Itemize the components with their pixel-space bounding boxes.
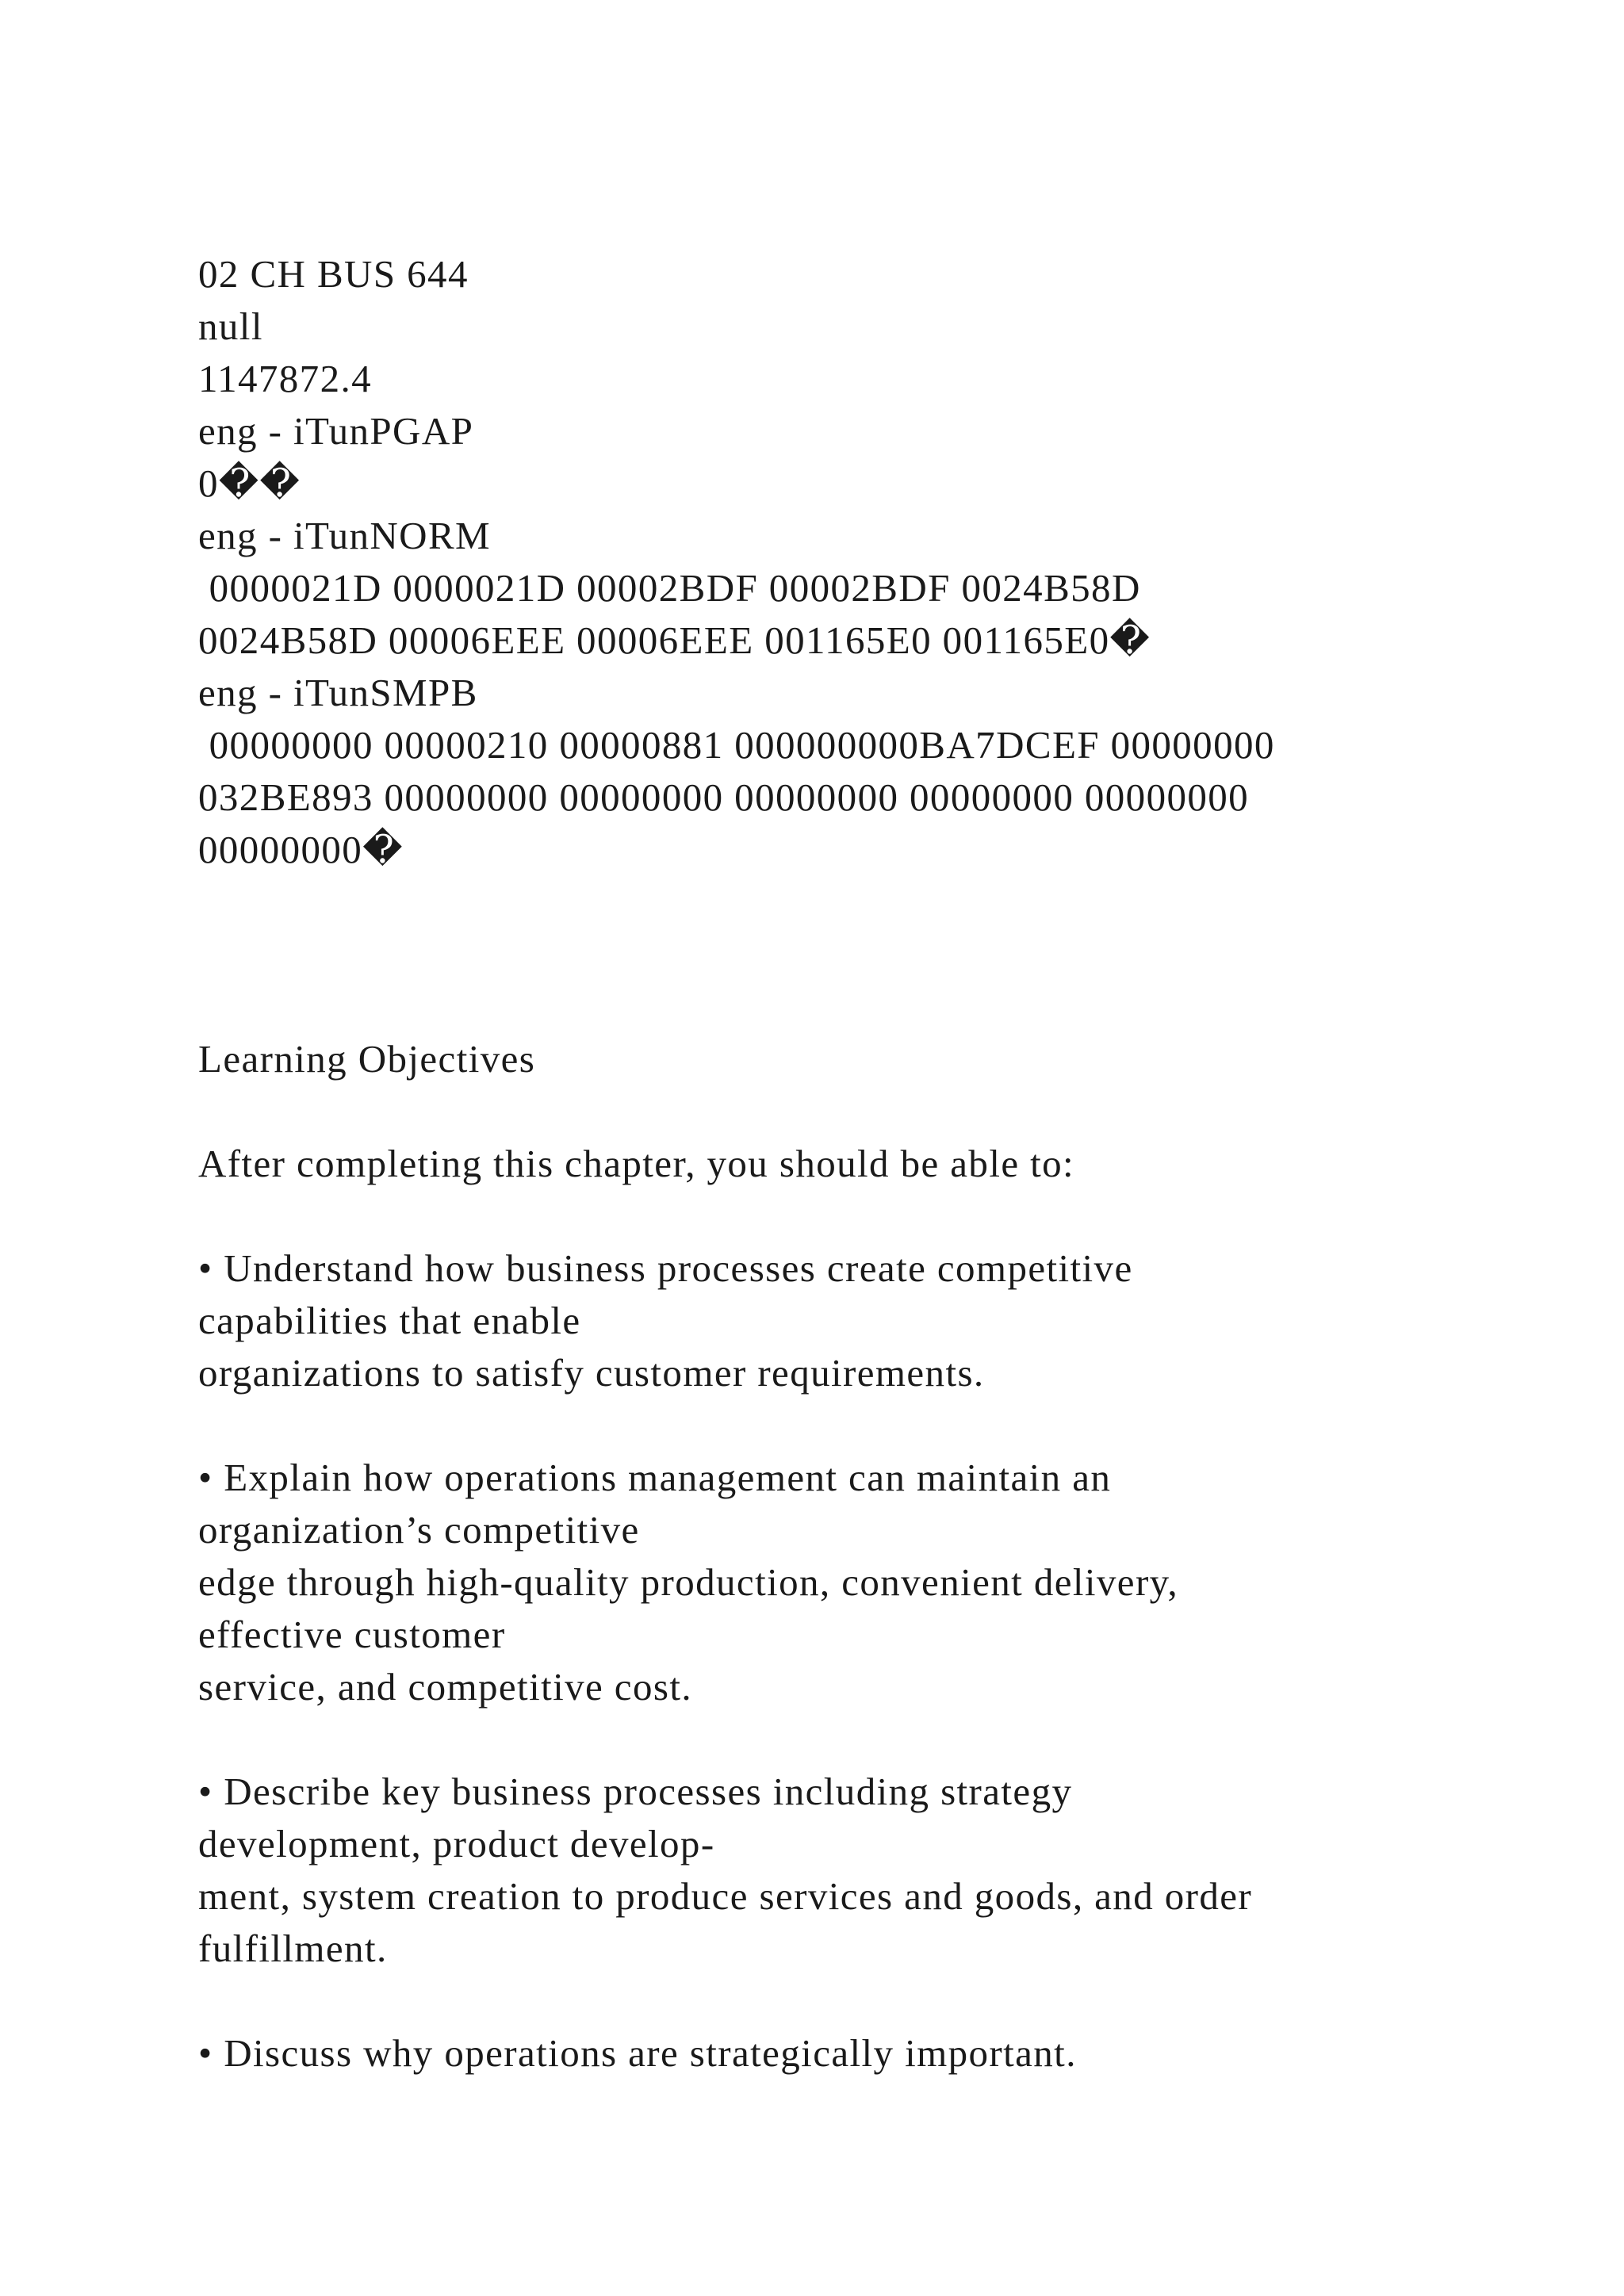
- intro-text: After completing this chapter, you should be able to:: [198, 1142, 1075, 1185]
- header-line: 0024B58D 00006EEE 00006EEE 001165E0 001165E0�: [198, 618, 1151, 662]
- spacer: [198, 928, 1483, 981]
- header-line: eng - iTunNORM: [198, 514, 492, 557]
- objective-line: capabilities that enable: [198, 1299, 581, 1342]
- header-line: 1147872.4: [198, 357, 373, 400]
- objective-item: [198, 1452, 1483, 1713]
- objective-line: • Discuss why operations are strategically important.: [198, 2031, 1077, 2075]
- objective-line: • Explain how operations management can maintain an: [198, 1456, 1112, 1499]
- spacer: [198, 1399, 1483, 1452]
- objective-line: edge through high-quality production, convenient delivery,: [198, 1560, 1179, 1604]
- spacer: [198, 981, 1483, 1033]
- objective-line: organization’s competitive: [198, 1508, 640, 1552]
- header-line: null: [198, 304, 263, 348]
- header-line: 00000000 00000210 00000881 000000000BA7DCEF 00000000: [198, 723, 1275, 767]
- header-line: 02 CH BUS 644: [198, 252, 469, 296]
- objective-item: [198, 1766, 1483, 1975]
- spacer: [198, 1713, 1483, 1766]
- section-title: Learning Objectives: [198, 1037, 536, 1081]
- header-line: eng - iTunSMPB: [198, 671, 478, 714]
- spacer: [198, 876, 1483, 928]
- objective-line: • Understand how business processes create competitive: [198, 1246, 1133, 1290]
- objective-item: [198, 1242, 1483, 1399]
- header-line: 0��: [198, 461, 301, 505]
- spacer: [198, 1085, 1483, 1138]
- objective-line: fulfillment.: [198, 1927, 388, 1970]
- header-line: 00000000�: [198, 828, 404, 871]
- objective-line: organizations to satisfy customer requirements.: [198, 1351, 985, 1395]
- objective-line: • Describe key business processes including strategy: [198, 1770, 1073, 1813]
- objective-line: ment, system creation to produce services and goods, and order: [198, 1874, 1253, 1918]
- objective-line: development, product develop-: [198, 1822, 715, 1866]
- header-line: 032BE893 00000000 00000000 00000000 00000000 00000000: [198, 775, 1250, 819]
- spacer: [198, 1190, 1483, 1242]
- objective-item: [198, 2027, 1483, 2080]
- objective-line: service, and competitive cost.: [198, 1665, 692, 1709]
- header-line: 0000021D 0000021D 00002BDF 00002BDF 0024B58D: [198, 566, 1141, 610]
- spacer: [198, 1975, 1483, 2027]
- objective-line: effective customer: [198, 1613, 506, 1656]
- header-line: eng - iTunPGAP: [198, 409, 474, 453]
- document-body: [198, 248, 1483, 2080]
